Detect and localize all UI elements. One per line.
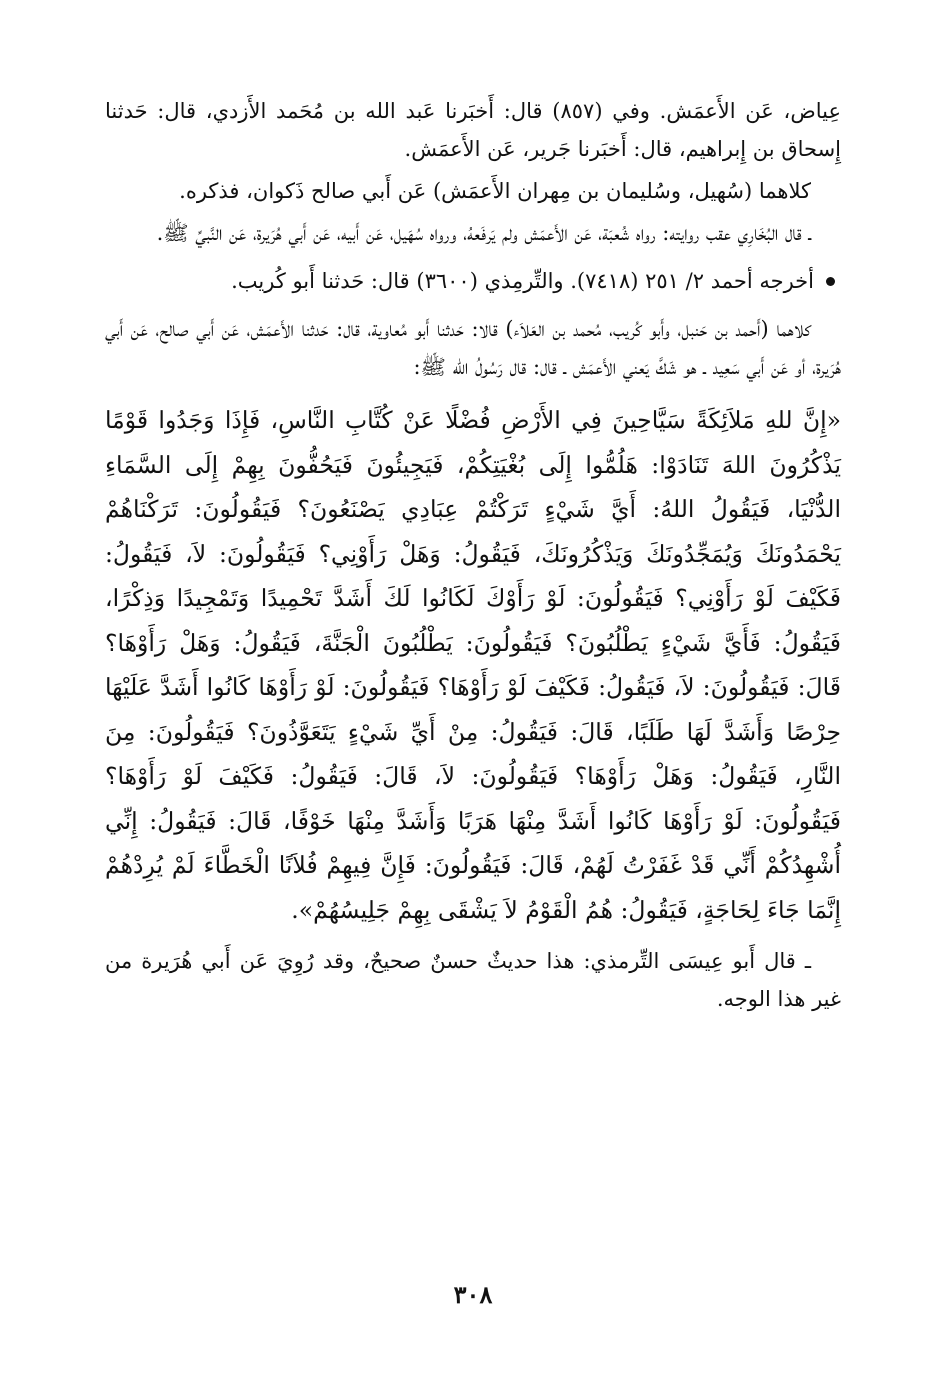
hadith-text: «إِنَّ للهِ مَلاَئِكَةً سَيَّاحِينَ فِي الأَرْضِ فُضْلًا عَنْ كُتَّابِ النَّاسِ، فَإِذَا وَجَدُوا قَوْمًا يَذْكُرُونَ اللهَ تَنَادَوْا: هَلُمُّوا إِلَى بُغْيَتِكُمْ، فَيَجِيئُونَ فَيَحُفُّونَ بِهِمْ إِلَى السَّمَاءِ الدُّنْيَا، فَيَقُولُ اللهُ: أَيَّ شَيْءٍ تَرَكْتُمْ عِبَادِي يَصْنَعُونَ؟ فَيَقُولُونَ: تَرَكْنَاهُمْ يَحْمَدُونَكَ وَيُمَجِّدُونَكَ وَيَذْكُرُونَكَ، فَيَقُولُ: وَهَلْ رَأَوْنِي؟ فَيَقُولُونَ: لاَ، فَيَقُولُ: فَكَيْفَ لَوْ رَأَوْنِي؟ فَيَقُولُونَ: لَوْ رَأَوْكَ لَكَانُوا لَكَ أَشَدَّ تَحْمِيدًا وَتَمْجِيدًا وَذِكْرًا، فَيَقُولُ: فَأَيَّ شَيْءٍ يَطْلُبُونَ؟ فَيَقُولُونَ: يَطْلُبُونَ الْجَنَّةَ، فَيَقُولُ: وَهَلْ رَأَوْهَا؟ قَالَ: فَيَقُولُونَ: لاَ، فَيَقُولُ: فَكَيْفَ لَوْ رَأَوْهَا؟ فَيَقُولُونَ: لَوْ رَأَوْهَا كَانُوا أَشَدَّ عَلَيْهَا حِرْصًا وَأَشَدَّ لَهَا طَلَبًا، قَالَ: فَيَقُولُ: مِنْ أَيِّ شَيْءٍ يَتَعَوَّذُونَ؟ فَيَقُولُونَ: مِنَ النَّارِ، فَيَقُولُ: وَهَلْ رَأَوْهَا؟ فَيَقُولُونَ: لاَ، قَالَ: فَيَقُولُ: فَكَيْفَ لَوْ رَأَوْهَا؟ فَيَقُولُونَ: لَوْ رَأَوْهَا كَانُوا أَشَدَّ مِنْهَا هَرَبًا وَأَشَدَّ مِنْهَا خَوْفًا، قَالَ: فَيَقُولُ: إِنِّي أُشْهِدُكُمْ أَنِّي قَدْ غَفَرْتُ لَهُمْ، قَالَ: فَيَقُولُونَ: فَإِنَّ فِيهِمْ فُلاَنًا الْخَطَّاءَ لَمْ يُرِدْهُمْ إِنَّمَا جَاءَ لِحَاجَةٍ، فَيَقُولُ: هُمُ الْقَوْمُ لاَ يَشْقَى بِهِمْ جَلِيسُهُمْ». bbox=[105, 406, 841, 924]
takhrij-entry bbox=[105, 262, 841, 300]
bukhari-remark: ـ قال البُخَارِي عقب روايته: رواه شُعبَة، عَن الأَعمَش ولم يَرفَعهُ، ورواه سُهَيل، عَن أَبيه، عَن أَبي هُرَيرة، عَن النَّبيِّ ﷺ. bbox=[156, 221, 811, 245]
page-number: ٣٠٨ bbox=[453, 1280, 493, 1309]
tirmidhi-remark: ـ قال أَبو عِيسَى التِّرمذي: هذا حديثٌ حسنٌ صحيحٌ، وقد رُوِيَ عَن أَبي هُرَيرة من غير هذا الوجه. bbox=[105, 949, 841, 1011]
source-chain-continuation: عِياض، عَن الأَعمَش. وفي (٨٥٧) قال: أَخبَرنا عَبد الله بن مُحَمد الأَزدي، قال: حَدثنا إِسحاق بن إِبراهيم، قال: أَخبَرنا جَرير، عَن الأَعمَش. bbox=[105, 99, 841, 161]
bullet-icon bbox=[826, 277, 835, 286]
narrators-summary: كلاهما (سُهيل، وسُليمان بن مِهران الأَعمَش) عَن أَبي صالح ذَكوان، فذكره. bbox=[179, 179, 811, 203]
takhrij-text: أخرجه أحمد ٢/ ٢٥١ (٧٤١٨). والتِّرمِذي (٣٦٠٠) قال: حَدثنا أَبو كُريب. bbox=[231, 269, 814, 293]
isnad-paragraph: كلاهما (أَحمد بن حَنبل، وأَبو كُريب، مُحمد بن العَلاَء) قالا: حَدثنا أَبو مُعاوية، قال: حَدثنا الأَعمَش، عَن أَبي صالح، عَن أَبي هُرَيرة، أو عَن أَبي سَعِيد ـ هو شَكَّ يَعني الأَعمَش ـ قال: قال رَسُولُ الله ﷺ: bbox=[105, 317, 841, 379]
